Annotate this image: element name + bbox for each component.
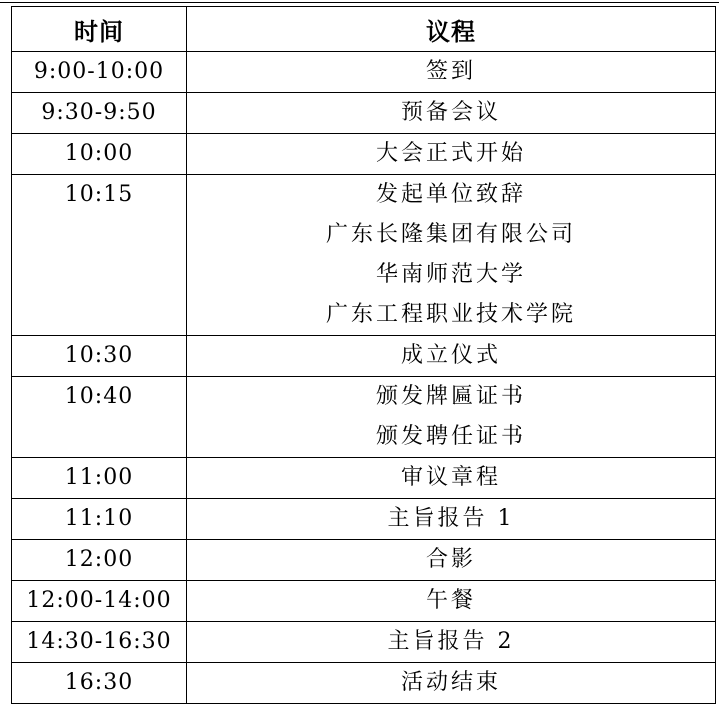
time-cell	[12, 52, 187, 93]
table-row	[12, 175, 716, 336]
time-text: 11:10	[64, 506, 134, 531]
agenda-item: 主旨报告 2	[387, 629, 515, 654]
time-cell	[12, 581, 187, 622]
agenda-item: 活动结束	[400, 670, 501, 695]
time-text: 10:30	[64, 343, 134, 368]
table-header-row	[12, 7, 716, 52]
agenda-cell	[187, 663, 716, 704]
time-text: 14:30-16:30	[26, 629, 172, 654]
agenda-item: 广东工程职业技术学院	[325, 302, 576, 327]
time-cell	[12, 93, 187, 134]
agenda-cell	[187, 175, 716, 336]
table-row	[12, 663, 716, 704]
time-cell	[12, 336, 187, 377]
agenda-item: 大会正式开始	[375, 141, 526, 166]
time-cell	[12, 663, 187, 704]
agenda-cell	[187, 499, 716, 540]
time-text: 11:00	[64, 465, 134, 490]
agenda-cell	[187, 622, 716, 663]
agenda-item: 成立仪式	[400, 343, 501, 368]
table-row	[12, 540, 716, 581]
time-cell	[12, 622, 187, 663]
table-row	[12, 377, 716, 458]
agenda-cell	[187, 458, 716, 499]
time-cell	[12, 377, 187, 458]
agenda-item: 合影	[425, 547, 476, 572]
agenda-item: 审议章程	[400, 465, 501, 490]
table-row	[12, 581, 716, 622]
agenda-item: 华南师范大学	[375, 262, 526, 287]
agenda-item: 预备会议	[400, 100, 501, 125]
time-cell	[12, 540, 187, 581]
agenda-item: 颁发聘任证书	[375, 424, 526, 449]
agenda-item: 主旨报告 1	[387, 506, 515, 531]
time-text: 10:00	[64, 141, 134, 166]
time-text: 10:15	[64, 182, 134, 207]
header-agenda: 议程	[187, 7, 716, 52]
table-row	[12, 499, 716, 540]
agenda-table	[11, 6, 716, 704]
agenda-cell	[187, 581, 716, 622]
table-row	[12, 458, 716, 499]
agenda-item: 发起单位致辞	[375, 182, 526, 207]
time-text: 12:00-14:00	[26, 588, 172, 613]
agenda-cell	[187, 52, 716, 93]
table-row	[12, 336, 716, 377]
agenda-cell	[187, 93, 716, 134]
agenda-item: 午餐	[425, 588, 476, 613]
time-text: 16:30	[64, 670, 134, 695]
header-time: 时间	[12, 7, 187, 52]
agenda-cell	[187, 540, 716, 581]
table-row	[12, 52, 716, 93]
table-row	[12, 622, 716, 663]
top-border-line	[0, 2, 719, 3]
agenda-item: 广东长隆集团有限公司	[325, 222, 576, 247]
table-row	[12, 93, 716, 134]
agenda-cell	[187, 336, 716, 377]
time-cell	[12, 499, 187, 540]
time-cell	[12, 175, 187, 336]
agenda-item: 颁发牌匾证书	[375, 384, 526, 409]
agenda-item: 签到	[425, 59, 476, 84]
time-cell	[12, 458, 187, 499]
table-row	[12, 134, 716, 175]
time-text: 10:40	[64, 384, 134, 409]
time-text: 12:00	[64, 547, 134, 572]
time-text: 9:30-9:50	[41, 100, 157, 125]
time-text: 9:00-10:00	[33, 59, 165, 84]
agenda-cell	[187, 377, 716, 458]
time-cell	[12, 134, 187, 175]
agenda-cell	[187, 134, 716, 175]
